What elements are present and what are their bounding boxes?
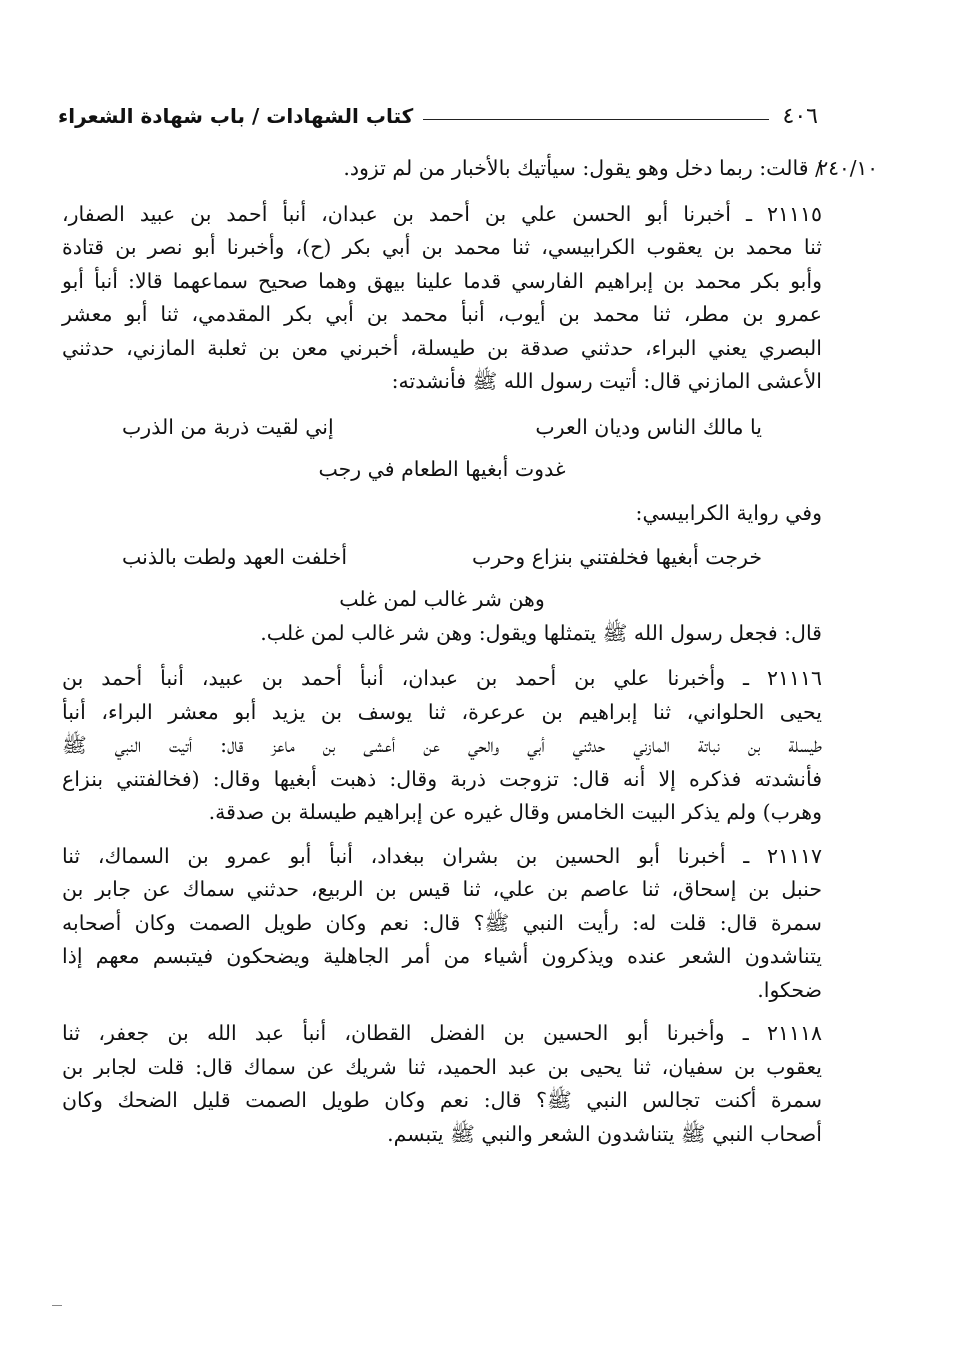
hadith-line: ثنا محمد بن يعقوب الكرابيسي، ثنا محمد بن أبي بكر (ح)، وأخبرنا أبو نصر بن قتادة	[62, 235, 822, 259]
running-title: كتاب الشهادات / باب شهادة الشعراء	[58, 104, 414, 128]
intro-line: / قالت: ربما دخل وهو يقول: سيأتيك بالأخبار من لم تزود.	[343, 156, 822, 180]
hadith-line: وأبو بكر محمد بن إبراهيم الفارسي قدما علينا بيهق وهما صحيح سماعهما قالا: أنبأ أبو	[62, 268, 822, 293]
hadith-line: سمرة قال: قلت له: رأيت النبي ﷺ؟ قال: نعم وكان طويل الصمت وكان أصحابه	[62, 910, 822, 935]
hadith-line: ٢١١١٨ ـ وأخبرنا أبو الحسين بن الفضل القطان، أنبأ عبد الله بن جعفر، ثنا	[62, 1021, 822, 1045]
hadith-21116	[62, 662, 822, 830]
page-body	[62, 152, 878, 1161]
verse-couplet-3	[122, 539, 762, 575]
volume-page-reference: ٢٤٠/١٠	[817, 156, 878, 180]
hadith-line: ضحكوا.	[757, 977, 822, 1002]
hadith-21118	[62, 1017, 822, 1151]
hadith-21117	[62, 840, 822, 1008]
hadith-21115-closing	[62, 617, 822, 651]
hadith-21115	[62, 198, 822, 399]
hadith-line: ٢١١١٦ ـ وأخبرنا علي بن أحمد بن عبدان، أنبأ أحمد بن عبيد، أنبأ أحمد بن	[62, 666, 822, 690]
hadith-line: الأعشى المازني قال: أتيت رسول الله ﷺ فأنشدته:	[391, 369, 822, 393]
karabisi-narration-intro: وفي رواية الكرابيسي:	[635, 500, 822, 525]
intro-paragraph	[62, 152, 878, 186]
hadith-line: طيسلة بن نباتة المازني حدثني أبي والحي عن أعشى بن ماعز قال: أتيت النبي ﷺ	[62, 733, 822, 757]
hadith-line: ٢١١١٥ ـ أخبرنا أبو الحسن علي بن أحمد بن عبدان، أنبأ أحمد بن عبيد الصفار،	[62, 201, 822, 226]
hadith-line: فأنشدته فذكره إلا أنه قال: تزوجت ذربة وقال: ذهبت أبغيها وقال: (فخالفتني بنزاع	[62, 766, 822, 791]
hadith-line: ٢١١١٧ ـ أخبرنا أبو الحسين بن بشران ببغداد، أنبأ أبو عمرو بن السماك، ثنا	[62, 843, 822, 868]
verse-couplet-1	[122, 409, 762, 445]
hadith-line: يتناشدون الشعر عنده ويذكرون أشياء من أمر الجاهلية ويضحكون فيتبسم معهم إذا	[62, 944, 822, 968]
page-number: ٤٠٦	[782, 103, 818, 129]
header-rule	[423, 119, 768, 120]
verse-line-4: وهن شر غالب لمن غلب	[339, 586, 545, 611]
hadith-line: أصحاب النبي ﷺ يتناشدون الشعر والنبي ﷺ يتبسم.	[387, 1121, 822, 1146]
corner-mark	[52, 1305, 62, 1306]
verse-hemistich-second: أخلفت العهد ولطت بالذنب	[122, 544, 348, 569]
hadith-line: وهرب) ولم يذكر البيت الخامس وقال غيره عن إبراهيم طيسلة بن صدقة.	[208, 800, 822, 824]
hadith-line: عمرو بن مطر، ثنا محمد بن أيوب، أنبأ محمد بن أبي بكر المقدمي، ثنا أبو معشر	[62, 302, 822, 326]
verse-hemistich-first: يا مالك الناس وديان العرب	[535, 414, 762, 439]
verse-line-2: غدوت أبغيها الطعام في رجب	[318, 456, 566, 481]
hadith-line: يحيى الحلواني، ثنا إبراهيم بن عرعرة، ثنا يوسف بن يزيد أبو معشر البراء، أنبأ	[62, 699, 822, 724]
hadith-line: قال: فجعل رسول الله ﷺ يتمثلها ويقول: وهن شر غالب لمن غلب.	[260, 620, 822, 645]
verse-hemistich-first: خرجت أبغيها فخلفتني بنزاع وحرب	[472, 544, 762, 569]
hadith-line: البصري يعني البراء، حدثني صدقة بن طيسلة، أخبرني معن بن ثعلبة المازني، حدثني	[62, 335, 822, 360]
hadith-line: حنبل بن إسحاق، ثنا عاصم بن علي، ثنا قيس بن الربيع، حدثني سماك عن جابر بن	[62, 877, 822, 901]
hadith-line: يعقوب بن سفيان، ثنا يحيى بن عبد الحميد، ثنا شريك عن سماك قال: قلت لجابر بن	[62, 1054, 822, 1079]
hadith-line: سمرة أكنت تجالس النبي ﷺ؟ قال: نعم وكان طويل الصمت قليل الضحك وكان	[62, 1088, 822, 1112]
verse-hemistich-second: إني لقيت ذربة من الذرب	[122, 414, 334, 439]
running-header	[58, 96, 818, 136]
